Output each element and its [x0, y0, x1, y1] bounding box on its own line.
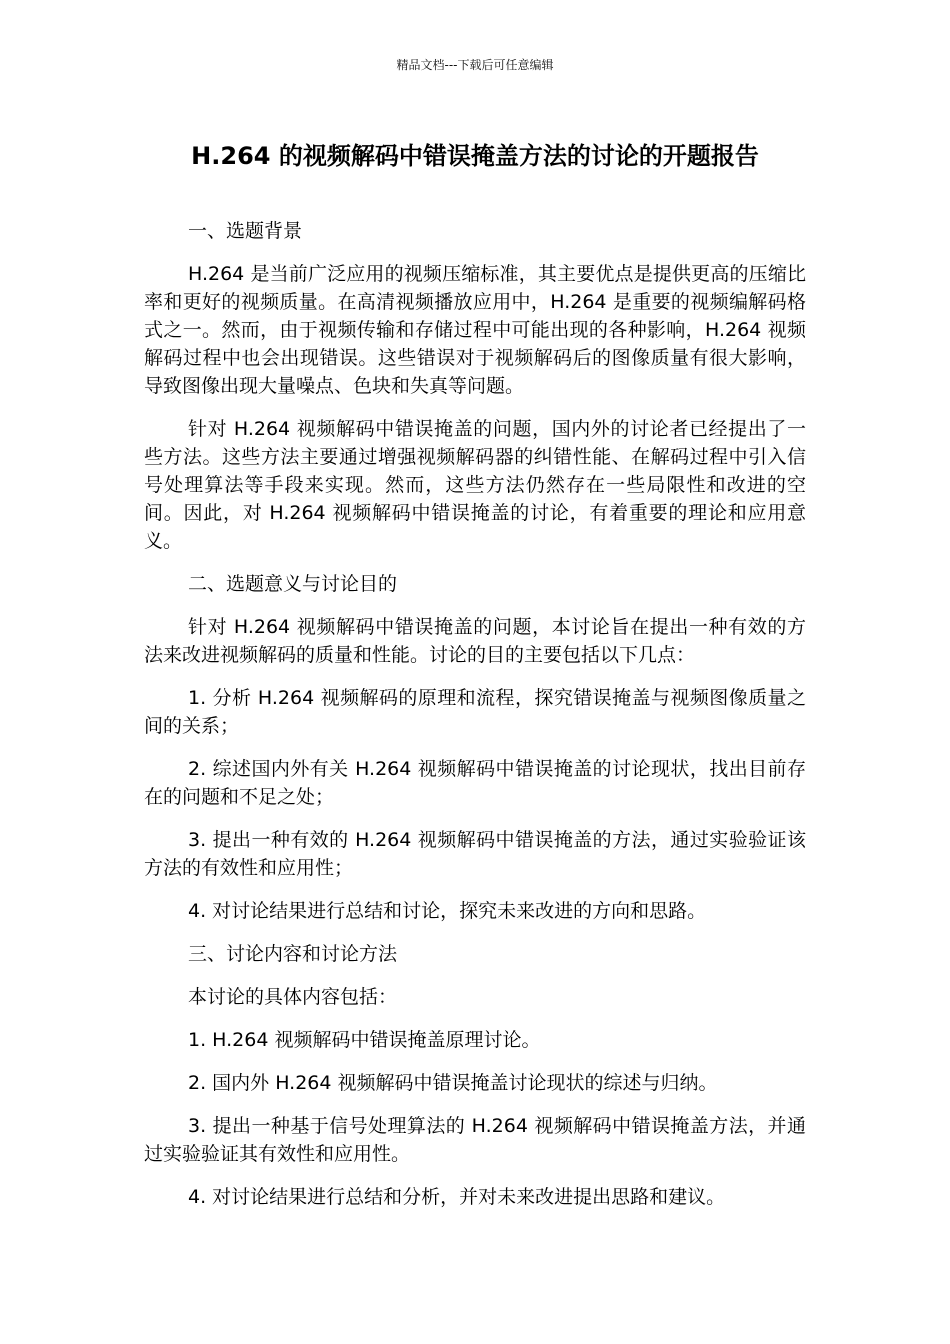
- section-heading-significance: 二、选题意义与讨论目的: [188, 573, 398, 595]
- document-title: H.264 的视频解码中错误掩盖方法的讨论的开题报告: [191, 142, 759, 170]
- list-item: 1. 分析 H.264 视频解码的原理和流程，探究错误掩盖与视频图像质量之间的关系；: [144, 687, 806, 737]
- list-item: 3. 提出一种有效的 H.264 视频解码中错误掩盖的方法，通过实验验证该方法的有效性和应用性；: [144, 829, 806, 879]
- list-item: 2. 国内外 H.264 视频解码中错误掩盖讨论现状的综述与归纳。: [188, 1072, 718, 1094]
- section-heading-background: 一、选题背景: [188, 220, 303, 242]
- list-item: 4. 对讨论结果进行总结和分析，并对未来改进提出思路和建议。: [188, 1186, 726, 1208]
- list-item: 1. H.264 视频解码中错误掩盖原理讨论。: [188, 1029, 541, 1051]
- section-heading-content-methods: 三、讨论内容和讨论方法: [188, 943, 398, 965]
- list-item: 2. 综述国内外有关 H.264 视频解码中错误掩盖的讨论现状，找出目前存在的问题和不足之处；: [144, 758, 806, 808]
- document-body: [144, 217, 806, 1226]
- paragraph: 本讨论的具体内容包括：: [188, 986, 398, 1008]
- paragraph: 针对 H.264 视频解码中错误掩盖的问题，本讨论旨在提出一种有效的方法来改进视频解码的质量和性能。讨论的目的主要包括以下几点：: [144, 616, 806, 666]
- list-item: 3. 提出一种基于信号处理算法的 H.264 视频解码中错误掩盖方法，并通过实验验证其有效性和应用性。: [144, 1115, 806, 1165]
- header-note: 精品文档---下载后可任意编辑: [396, 58, 554, 72]
- paragraph: 针对 H.264 视频解码中错误掩盖的问题，国内外的讨论者已经提出了一些方法。这些方法主要通过增强视频解码器的纠错性能、在解码过程中引入信号处理算法等手段来实现。然而，这些方法仍然存在一些局限性和改进的空间。因此，对 H.264 视频解码中错误掩盖的讨论，有着重要的理论和应用意义。: [144, 418, 806, 552]
- paragraph: H.264 是当前广泛应用的视频压缩标准，其主要优点是提供更高的压缩比率和更好的视频质量。在高清视频播放应用中，H.264 是重要的视频编解码格式之一。然而，由于视频传输和存储过程中可能出现的各种影响，H.264 视频解码过程中也会出现错误。这些错误对于视频解码后的图像质量有很大影响，导致图像出现大量噪点、色块和失真等问题。: [144, 263, 806, 397]
- list-item: 4. 对讨论结果进行总结和讨论，探究未来改进的方向和思路。: [188, 900, 707, 922]
